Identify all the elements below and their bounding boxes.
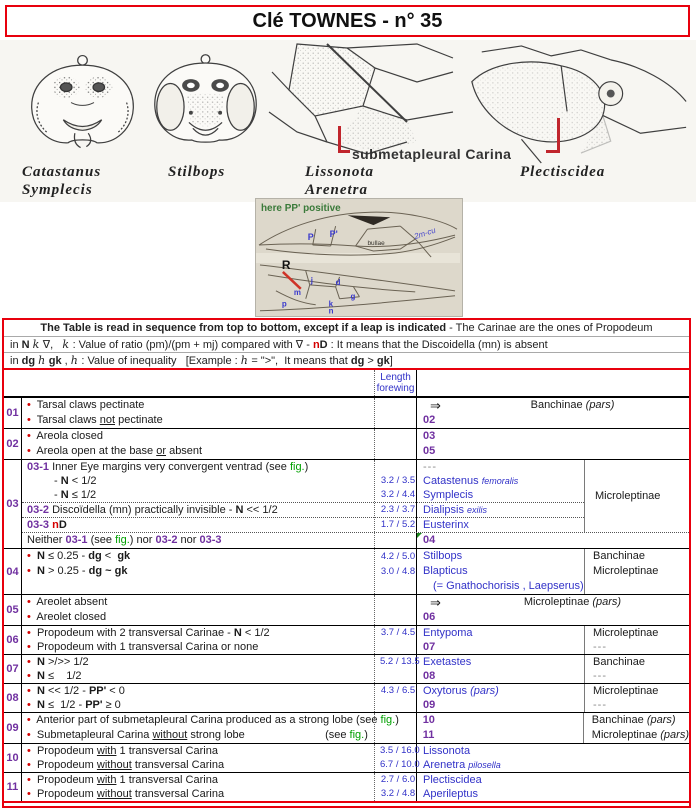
- length-value: [375, 698, 416, 712]
- header-length-line2: forewing: [376, 383, 415, 394]
- length-value: 5.2 / 13.5: [380, 656, 420, 667]
- result-taxon: Banchinae (pars): [530, 399, 615, 411]
- criterion: • N >/>> 1/2: [27, 656, 89, 668]
- length-value: 2.3 / 3.7: [375, 502, 416, 517]
- subfamily-cell: Banchinae: [593, 550, 645, 562]
- next-step: 09: [423, 699, 436, 711]
- row-number: 06: [4, 626, 22, 654]
- table-row-05: [4, 594, 689, 625]
- next-step: 04: [417, 533, 689, 548]
- result-taxon: Dialipsis exilis: [417, 502, 584, 517]
- wing-label-m: m: [293, 287, 301, 297]
- header-num-cell: [4, 370, 22, 396]
- specimen-label-arenetra: Arenetra: [305, 182, 369, 198]
- criterion: • N ≤ 1/2 - PP' ≥ 0: [27, 699, 121, 711]
- specimen-label-stilbops: Stilbops: [168, 164, 226, 180]
- wing-label-n: n: [328, 306, 334, 316]
- carina-label: submetapleural Carina: [352, 146, 512, 162]
- subfamily-cell: Microleptinae: [593, 685, 659, 697]
- subfamily-cell: ---: [593, 641, 607, 653]
- length-value: 3.2 / 4.8: [380, 788, 416, 799]
- wing-label-r: R: [281, 257, 291, 272]
- header-criteria-cell: [22, 370, 374, 396]
- wing-label-bullae: bullae: [367, 240, 385, 248]
- criterion: • Propodeum with 1 transversal Carina: [27, 745, 218, 757]
- head-drawing-stilbops: [148, 52, 263, 150]
- next-step: 06: [423, 611, 436, 623]
- wing-figure: [255, 198, 463, 317]
- table-row-04: [4, 548, 689, 594]
- row-number: 03: [4, 460, 22, 548]
- result-taxon: Exetastes: [423, 656, 472, 668]
- table-row-10: [4, 743, 689, 772]
- table-row-02: [4, 428, 689, 459]
- length-value: 3.7 / 4.5: [380, 627, 416, 638]
- wing-label-p-prime: P': [329, 229, 338, 240]
- row-number: 07: [4, 655, 22, 683]
- specimen-label-catastanus: Catastanus: [22, 164, 102, 180]
- subfamily-cell: ---: [593, 670, 607, 682]
- length-value: 3.2 / 3.5: [380, 475, 416, 486]
- head-drawing-catastanus: [25, 52, 140, 154]
- subfamily-cell: Microleptinae (pars): [591, 729, 689, 741]
- length-value: 2.7 / 6.0: [380, 774, 416, 785]
- wing-label-d: d: [335, 277, 341, 287]
- next-step: 07: [423, 641, 436, 653]
- see-fig-note: (see fig.): [325, 729, 368, 741]
- comment-marker-icon: [417, 533, 422, 538]
- subfamily-cell: Microleptinae: [593, 565, 659, 577]
- row-number: 10: [4, 744, 22, 772]
- next-step: 05: [423, 445, 436, 457]
- wing-label-k: k: [328, 299, 334, 309]
- table-row-03: [4, 459, 689, 548]
- length-value: 3.5 / 16.0: [380, 745, 420, 756]
- header-result-cell: [417, 370, 689, 396]
- table-row-06: [4, 625, 689, 654]
- wing-label-g: g: [350, 291, 356, 301]
- criterion: 03-1 Inner Eye margins very convergent ventrad (see fig.): [27, 461, 309, 473]
- wing-caption-pp-positive: here PP' positive: [260, 203, 341, 215]
- length-value: [375, 669, 416, 683]
- table-row-09: [4, 712, 689, 743]
- result-taxon: Eusterinx: [417, 517, 584, 532]
- criterion: • N ≤ 0.25 - dg < gk: [27, 550, 131, 562]
- table-row-01: [4, 398, 689, 428]
- length-value: [375, 640, 416, 654]
- specimen-label-symplecis: Symplecis: [22, 182, 93, 198]
- next-step: 02: [423, 414, 436, 426]
- criterion-neither: Neither 03-1 (see fig.) nor 03-2 nor 03-3: [27, 534, 222, 546]
- criterion: • Propodeum with 2 transversal Carinae - N < 1/2: [27, 627, 270, 639]
- result-taxon: Entypoma: [423, 627, 473, 639]
- table-row-08: [4, 683, 689, 712]
- table-row-07: [4, 654, 689, 683]
- criterion: • Areolet closed: [27, 611, 107, 623]
- page-title: Clé TOWNES - n° 35: [252, 9, 443, 32]
- next-step: 08: [423, 670, 436, 682]
- wing-label-2m-cu: 2m-cu: [413, 225, 437, 241]
- result-taxon: Oxytorus (pars): [423, 685, 499, 697]
- length-value: 4.2 / 5.0: [380, 551, 416, 562]
- next-step: 03: [423, 430, 436, 442]
- criterion: • N << 1/2 - PP' < 0: [27, 685, 125, 697]
- result-taxon: Aperileptus: [423, 788, 479, 800]
- criterion: • Propodeum with 1 transversal Carina: [27, 774, 218, 786]
- result-taxon: Lissonota: [423, 745, 471, 757]
- criterion: 03-2 Discoïdella (mn) practically invisible - N << 1/2: [22, 502, 374, 517]
- leads-to-arrow-icon: ⇒: [430, 595, 441, 610]
- row-number: 05: [4, 595, 22, 625]
- criterion: • Propodeum with 1 transversal Carina or none: [27, 641, 259, 653]
- wing-venation-drawing: [256, 199, 460, 314]
- specimen-label-lissonota: Lissonota: [305, 164, 375, 180]
- carina-pointer-left-h: [338, 150, 350, 153]
- subfamily-cell: Microleptinae: [593, 627, 659, 639]
- leads-to-arrow-icon: ⇒: [430, 398, 441, 413]
- instruction-line-1: The Table is read in sequence from top to bottom, except if a leap is indicated - The Carinae are the ones of Propodeum: [40, 322, 653, 334]
- instruction-line-2: in N k ∇, k : Value of ratio (pm)/(pm + mj) compared with ∇ - nD : It means that the Discoidella (mn) is absent: [4, 336, 689, 352]
- no-result-dashes: ---: [423, 461, 437, 473]
- length-value: 3.0 / 4.8: [380, 566, 416, 577]
- length-value: 6.7 / 10.0: [380, 759, 420, 770]
- subfamily-cell: ---: [593, 699, 607, 711]
- result-taxon: Catastenus femoralis: [423, 475, 519, 487]
- result-synonyms: (= Gnathochorisis , Laepserus): [433, 580, 584, 592]
- criterion: • Propodeum without transversal Carina: [27, 788, 225, 800]
- table-instructions: [4, 320, 689, 370]
- criterion: - N < 1/2: [54, 475, 97, 487]
- wing-label-p-lower: p: [281, 299, 287, 309]
- table-row-11: [4, 772, 689, 801]
- criterion: - N ≤ 1/2: [54, 489, 97, 501]
- criterion: • Areolet absent: [27, 596, 108, 608]
- next-step: 11: [422, 729, 435, 741]
- row-number: 01: [4, 398, 22, 428]
- criterion: • Propodeum without transversal Carina: [27, 759, 225, 771]
- criterion: • Tarsal claws not pectinate: [27, 414, 163, 426]
- row-number: 09: [4, 713, 22, 743]
- criterion: • N ≤ 1/2: [27, 670, 82, 682]
- carina-pointer-right: [557, 118, 560, 153]
- key-table: [2, 318, 691, 808]
- result-taxon: Symplecis: [423, 489, 474, 501]
- header-length-cell: [374, 370, 417, 396]
- header-length-line1: Length: [380, 372, 411, 383]
- subfamily-cell: Microleptinae: [584, 460, 689, 532]
- criterion: • Areola open at the base or absent: [27, 445, 203, 457]
- table-body: [4, 398, 689, 801]
- wing-label-j: j: [310, 275, 313, 285]
- criterion: • Areola closed: [27, 430, 104, 442]
- length-value: 1.7 / 5.2: [375, 517, 416, 532]
- table-header-row: [4, 370, 689, 398]
- specimen-label-plectiscidea: Plectiscidea: [520, 164, 606, 180]
- subfamily-cell: Banchinae (pars): [591, 714, 676, 726]
- subfamily-cell: Banchinae: [593, 656, 645, 668]
- criterion: • Tarsal claws pectinate: [27, 399, 145, 411]
- result-taxon: Microleptinae (pars): [523, 596, 622, 608]
- criterion: 03-3 nD: [22, 517, 374, 532]
- title-box: [5, 5, 690, 37]
- result-taxon: Blapticus: [423, 565, 468, 577]
- row-number: 04: [4, 549, 22, 594]
- carina-pointer-left: [338, 126, 341, 153]
- wing-label-p: P: [307, 232, 314, 243]
- instruction-line-3: in dg h gk , h : Value of inequality [Example : h = ">", It means that dg > gk]: [4, 352, 689, 368]
- criterion: • N > 0.25 - dg ~ gk: [27, 565, 128, 577]
- thorax-drawing-lissonota: [266, 42, 456, 162]
- row-number: 08: [4, 684, 22, 712]
- result-taxon: Plectiscidea: [423, 774, 482, 786]
- result-taxon: Arenetra pilosella: [423, 759, 501, 771]
- criterion: • Submetapleural Carina without strong lobe (see fig.): [22, 728, 374, 743]
- length-value: 3.2 / 4.4: [380, 489, 416, 500]
- criterion: • Anterior part of submetapleural Carina produced as a strong lobe (see fig.): [26, 714, 399, 726]
- result-taxon: Stilbops: [423, 550, 463, 562]
- row-number: 02: [4, 429, 22, 459]
- next-step: 10: [422, 714, 435, 726]
- length-value: 4.3 / 6.5: [380, 685, 416, 696]
- row-number: 11: [4, 773, 22, 801]
